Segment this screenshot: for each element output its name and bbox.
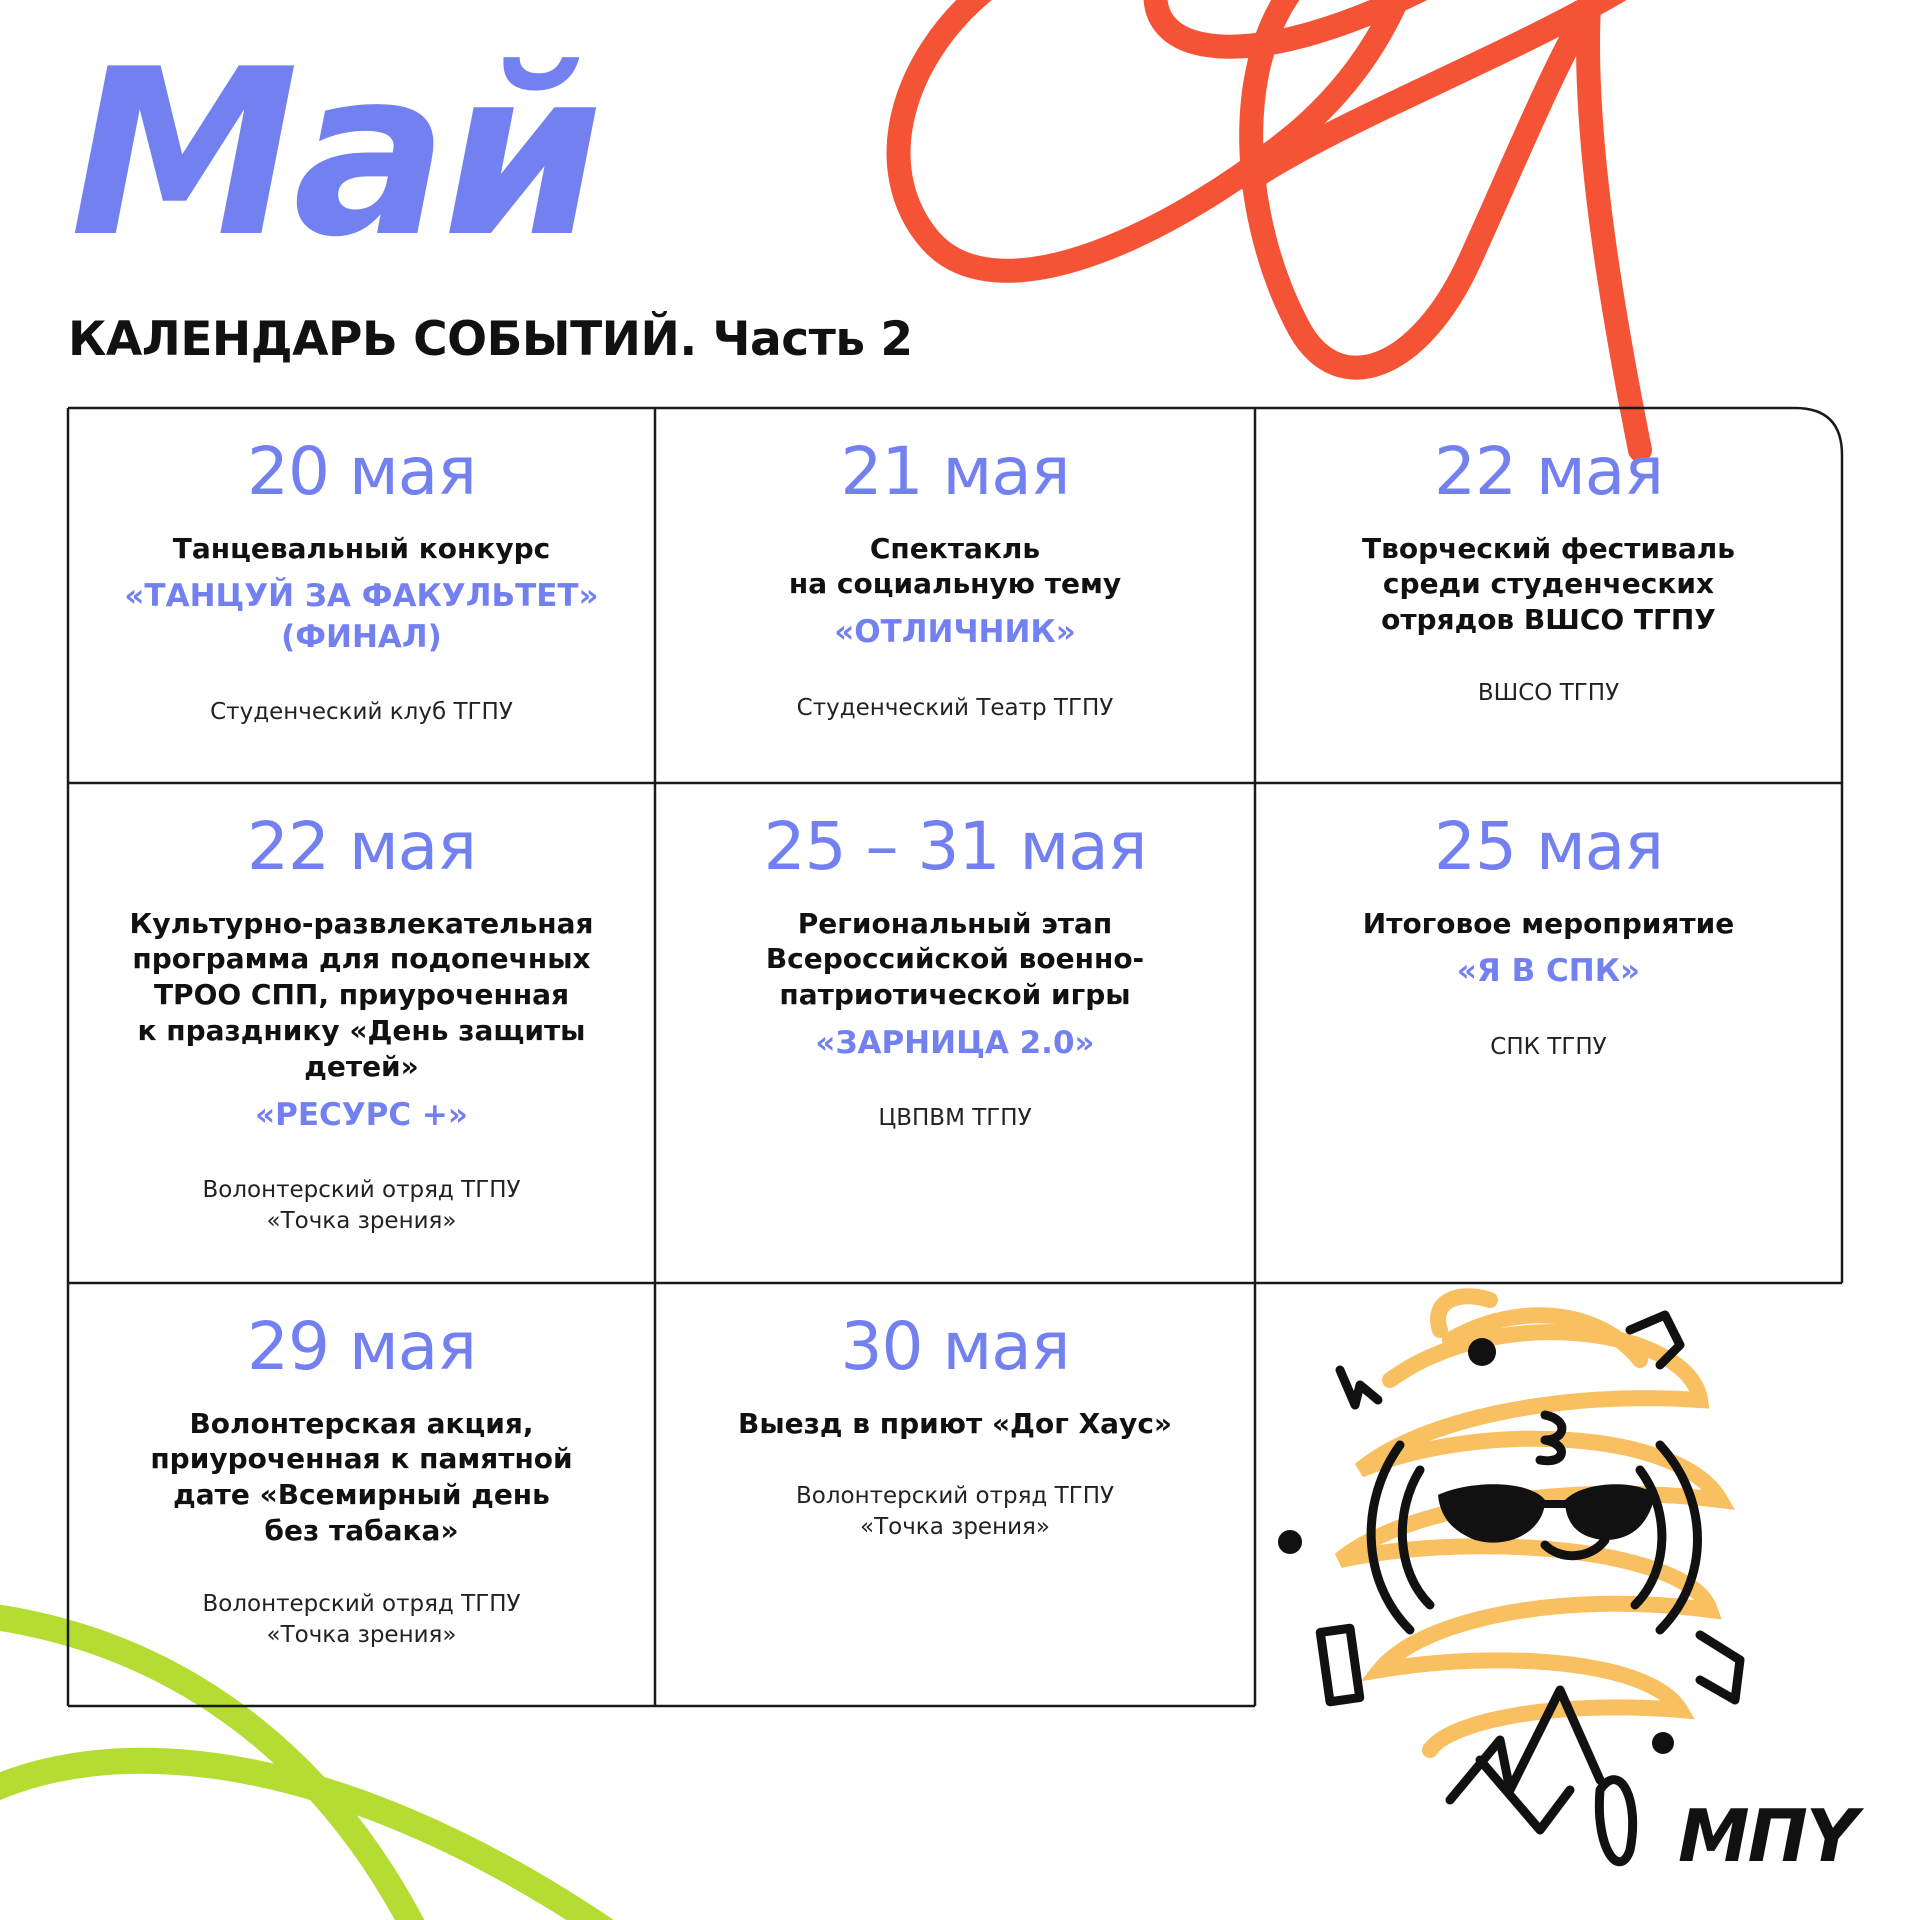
event-description (754, 906, 1156, 1013)
event-description-line: Спектакль (869, 531, 1041, 565)
event-organizer (796, 1481, 1114, 1543)
event-description (777, 531, 1133, 603)
event-description (1351, 906, 1746, 942)
event-highlight-line: «Я В СПК» (1456, 953, 1641, 990)
event-date: 25 мая (1434, 808, 1663, 885)
event-highlight-line: «ЗАРНИЦА 2.0» (815, 1025, 1095, 1062)
event-description-line: Выезд в приют «Дог Хаус» (737, 1406, 1172, 1440)
event-organizer-line: Волонтерский отряд ТГПУ (202, 1177, 521, 1204)
event-description (726, 1406, 1184, 1442)
event-description-line: Танцевальный конкурс (172, 531, 551, 565)
event-date: 22 мая (1434, 433, 1663, 510)
event-organizer-line: Студенческий Театр ТГПУ (796, 694, 1114, 721)
event-description (1350, 531, 1747, 638)
event-organizer-line: «Точка зрения» (860, 1514, 1050, 1541)
event-date: 30 мая (840, 1308, 1070, 1385)
event-cell (1255, 783, 1842, 1283)
event-description-line: среди студенческих (1382, 567, 1715, 601)
event-organizer (1490, 1032, 1606, 1063)
event-date: 29 мая (247, 1308, 476, 1385)
event-highlight (815, 1023, 1094, 1063)
page-title: Май (70, 21, 598, 288)
event-organizer-line: «Точка зрения» (266, 1208, 457, 1235)
event-cell (655, 408, 1255, 783)
event-cell (68, 408, 655, 783)
event-description-line: Всероссийской военно- (765, 942, 1145, 976)
event-date: 25 – 31 мая (763, 808, 1147, 885)
event-cell (655, 783, 1255, 1283)
event-description-line: Культурно-развлекательная (129, 906, 594, 940)
event-description (117, 906, 605, 1085)
event-organizer-line: Волонтерский отряд ТГПУ (795, 1483, 1115, 1510)
event-description-line: Волонтерская акция, (189, 1406, 534, 1440)
event-description-line: отрядов ВШСО ТГПУ (1381, 603, 1716, 637)
event-highlight-line: «ОТЛИЧНИК» (834, 614, 1076, 651)
logo: MΠY (1678, 1794, 1857, 1878)
event-description-line: к празднику «День защиты (137, 1014, 586, 1048)
event-cell (68, 1283, 655, 1706)
event-date: 21 мая (840, 433, 1070, 510)
event-highlight-line: (ФИНАЛ) (281, 618, 442, 655)
event-highlight-line: «РЕСУРС +» (255, 1096, 468, 1133)
event-highlight (124, 576, 598, 657)
event-organizer (210, 697, 513, 728)
event-description-line: Итоговое мероприятие (1362, 906, 1735, 940)
event-organizer-line: Волонтерский отряд ТГПУ (202, 1590, 521, 1617)
page-subtitle: КАЛЕНДАРЬ СОБЫТИЙ. Часть 2 (68, 312, 913, 367)
event-description-line: дате «Всемирный день (173, 1478, 550, 1512)
event-cell (68, 783, 655, 1283)
event-description-line: программа для подопечных (132, 942, 591, 976)
event-organizer (202, 1589, 520, 1651)
event-organizer-line: Студенческий клуб ТГПУ (210, 699, 513, 726)
event-organizer-line: ВШСО ТГПУ (1477, 680, 1620, 707)
event-organizer-line: ЦВПВМ ТГПУ (878, 1105, 1032, 1132)
event-organizer (1478, 678, 1619, 709)
event-highlight (834, 612, 1076, 652)
event-organizer (878, 1103, 1031, 1134)
event-description-line: Творческий фестиваль (1362, 531, 1735, 565)
red-scribble-icon (899, 0, 1640, 450)
event-description-line: патриотической игры (779, 978, 1131, 1012)
event-description-line: ТРОО СПП, приуроченная (153, 978, 570, 1012)
event-date: 22 мая (247, 808, 476, 885)
event-description (161, 531, 562, 567)
event-highlight (1457, 951, 1640, 991)
event-organizer-line: «Точка зрения» (266, 1621, 457, 1648)
event-cell (655, 1283, 1255, 1706)
event-description-line: детей» (304, 1049, 419, 1083)
event-organizer (797, 693, 1114, 724)
event-highlight-line: «ТАНЦУЙ ЗА ФАКУЛЬТЕТ» (124, 578, 599, 615)
event-organizer-line: СПК ТГПУ (1490, 1033, 1607, 1060)
event-description-line: Региональный этап (797, 906, 1113, 940)
event-cell (1255, 408, 1842, 783)
event-organizer (202, 1175, 520, 1237)
event-description (138, 1406, 584, 1549)
event-description-line: приуроченная к памятной (150, 1442, 573, 1476)
event-description-line: без табака» (264, 1514, 459, 1548)
event-description-line: на социальную тему (788, 567, 1122, 601)
event-date: 20 мая (247, 433, 476, 510)
event-highlight (255, 1095, 468, 1135)
